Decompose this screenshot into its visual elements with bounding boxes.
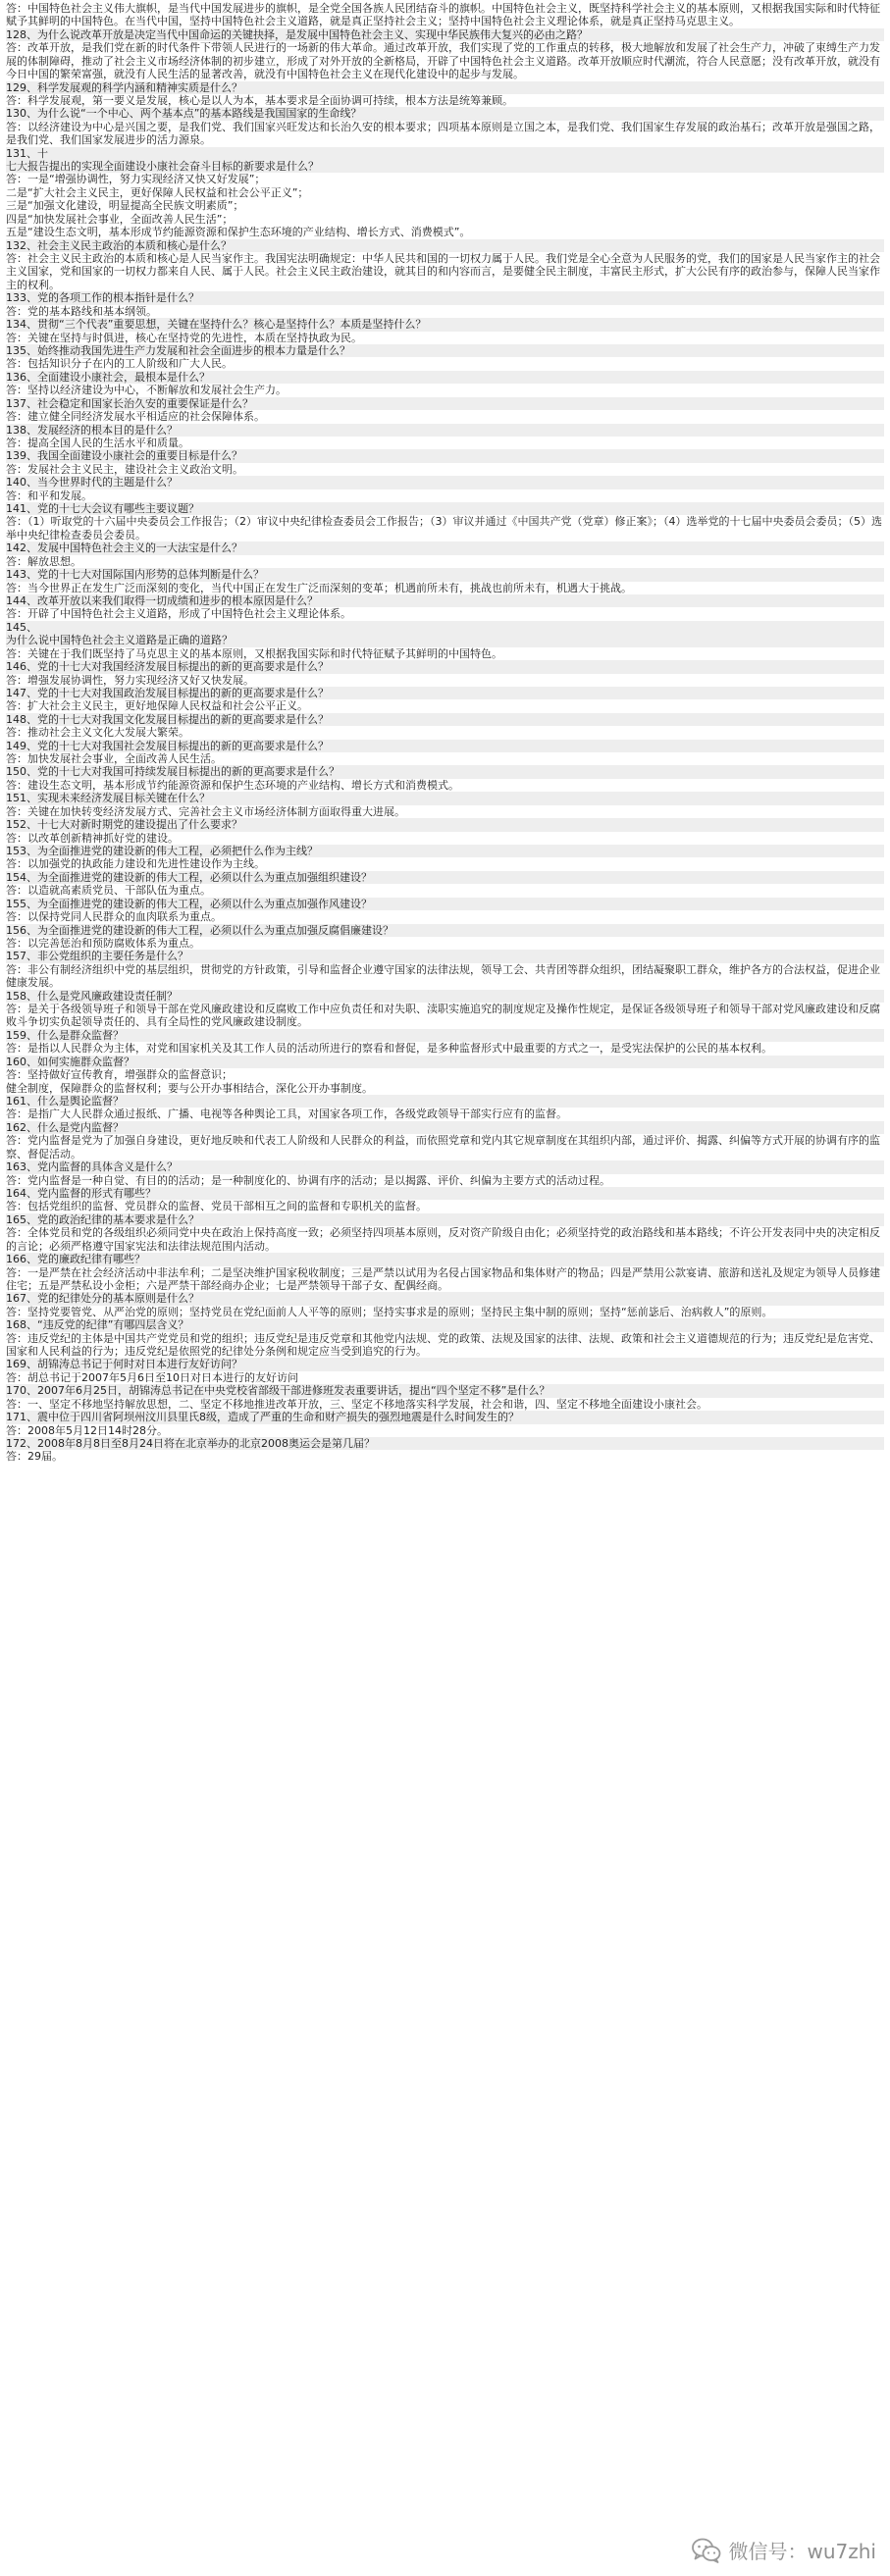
answer-line: 健全制度，保障群众的监督权利；要与公开办事相结合，深化公开办事制度。 [6, 1081, 373, 1095]
watermark [692, 2536, 877, 2564]
answer-line: 答：党的基本路线和基本纲领。 [6, 304, 157, 318]
question-line: 158、什么是党风廉政建设责任制？ [6, 990, 884, 1003]
answer-line: 答：加快发展社会事业，全面改善人民生活。 [6, 752, 222, 766]
answer-line: 答：扩大社会主义民主，更好地保障人民权益和社会公平正义。 [6, 699, 308, 713]
answer-line: 答：关键在于我们既坚持了马克思主义的基本原则，又根据我国实际和时代特征赋予其鲜明的中国特色。 [6, 646, 502, 660]
answer-line: 答：一是严禁在社会经济活动中非法牟利；二是坚决维护国家税收制度；三是严禁以试用为名侵占国家物品和集体财产的物品；四是严禁用公款宴请、旅游和送礼及规定为领导人员修建住宅；五是严禁私设小金柜；六是严禁干部经商办企业；七是严禁领导干部子女、配偶经商。 [6, 1265, 880, 1292]
answer-line: 二是“扩大社会主义民主，更好保障人民权益和社会公平正义”； [6, 185, 309, 199]
question-line: 为什么说中国特色社会主义道路是正确的道路？ [6, 634, 884, 646]
question-line: 150、党的十七大对我国可持续发展目标提出的新的更高要求是什么？ [6, 765, 884, 778]
answer-line: 答：包括知识分子在内的工人阶级和广大人民。 [6, 357, 233, 371]
answer-line: 答：以加强党的执政能力建设和先进性建设作为主线。 [6, 857, 265, 871]
question-line: 163、党内监督的具体含义是什么？ [6, 1160, 884, 1173]
question-line: 153、为全面推进党的建设新的伟大工程，必须把什么作为主线？ [6, 845, 884, 857]
question-line: 132、社会主义民主政治的本质和核心是什么？ [6, 239, 884, 252]
question-line: 139、我国全面建设小康社会的重要目标是什么？ [6, 449, 884, 462]
answer-line: 答：建立健全同经济发展水平相适应的社会保障体系。 [6, 410, 265, 424]
answer-line: 答：一是“增强协调性，努力实现经济又快又好发展”； [6, 173, 266, 186]
question-line: 170、2007年6月25日，胡锦涛总书记在中央党校省部级干部进修班发表重要讲话，提出“四个坚定不移”是什么？ [6, 1384, 884, 1397]
question-line: 151、实现未来经济发展目标关键在什么？ [6, 792, 884, 804]
question-line: 172、2008年8月8日至8月24日将在北京举办的北京2008奥运会是第几届？ [6, 1437, 884, 1450]
question-line: 148、党的十七大对我国文化发展目标提出的新的更高要求是什么？ [6, 713, 884, 726]
answer-line: 答：（1）听取党的十六届中央委员会工作报告；（2）审议中央纪律检查委员会工作报告；（3）审议并通过《中国共产党（党章）修正案》；（4）选举党的十七届中央委员会委员；（5）选举中央纪律检查委员会委员。 [6, 515, 882, 541]
question-line: 134、贯彻“三个代表”重要思想，关键在坚持什么？核心是坚持什么？本质是坚持什么？ [6, 318, 884, 331]
answer-line: 答：关键在坚持与时俱进，核心在坚持党的先进性，本质在坚持执政为民。 [6, 331, 362, 344]
question-line: 171、震中位于四川省阿坝州汶川县里氏8级，造成了严重的生命和财产损失的强烈地震是什么时间发生的？ [6, 1411, 884, 1423]
answer-line: 答：坚持做好宣传教育，增强群众的监督意识； [6, 1068, 233, 1082]
wechat-icon [692, 2538, 721, 2563]
answer-line: 答：建设生态文明，基本形成节约能源资源和保护生态环境的产业结构、增长方式和消费模式。 [6, 778, 459, 792]
answer-line: 答：以改革创新精神抓好党的建设。 [6, 831, 179, 845]
question-line: 168、“违反党的纪律”有哪四层含义？ [6, 1318, 884, 1331]
question-line: 七大报告提出的实现全面建设小康社会奋斗目标的新要求是什么？ [6, 160, 884, 173]
answer-line: 答：当今世界正在发生广泛而深刻的变化，当代中国正在发生广泛而深刻的变革；机遇前所未有，挑战也前所未有，机遇大于挑战。 [6, 581, 632, 594]
answer-line: 答：以造就高素质党员、干部队伍为重点。 [6, 884, 211, 898]
answer-line: 答：是指以人民群众为主体，对党和国家机关及其工作人员的活动所进行的察看和督促，是多种监督形式中最重要的方式之一，是受宪法保护的公民的基本权利。 [6, 1042, 772, 1056]
answer-line: 答：以经济建设为中心是兴国之要，是我们党、我们国家兴旺发达和长治久安的根本要求；四项基本原则是立国之本，是我们党、我们国家生存发展的政治基石；改革开放是强国之路，是我们党、我们国家发展进步的活力源泉。 [6, 120, 880, 147]
answer-line: 答：2008年5月12日14时28分。 [6, 1423, 168, 1437]
question-line: 137、社会稳定和国家长治久安的重要保证是什么？ [6, 397, 884, 410]
question-line: 144、改革开放以来我们取得一切成绩和进步的根本原因是什么？ [6, 594, 884, 607]
question-line: 142、发展中国特色社会主义的一大法宝是什么？ [6, 541, 884, 554]
answer-line: 答：非公有制经济组织中党的基层组织，贯彻党的方针政策，引导和监督企业遵守国家的法律法规，领导工会、共青团等群众组织，团结凝聚职工群众，维护各方的合法权益，促进企业健康发展。 [6, 962, 880, 990]
question-line: 130、为什么说“一个中心、两个基本点”的基本路线是我国国家的生命线？ [6, 107, 884, 120]
answer-line: 答：改革开放，是我们党在新的时代条件下带领人民进行的一场新的伟大革命。通过改革开放，我们实现了党的工作重点的转移，极大地解放和发展了社会生产力，冲破了束缚生产力发展的体制障碍，推动了社会主义市场经济体制的初步建立，形成了对外开放的全新格局，开辟了中国特色社会主义道路。改革开放顺应时代潮流，符合人民意愿；没有改革开放，就没有今日中国的繁荣富强，就没有人民生活的显著改善，就没有中国特色社会主义在现代化建设中的起步与发展。 [6, 41, 880, 81]
question-line: 159、什么是群众监督？ [6, 1029, 884, 1042]
question-line: 129、科学发展观的科学内涵和精神实质是什么？ [6, 81, 884, 94]
answer-line: 答：关键在加快转变经济发展方式、完善社会主义市场经济体制方面取得重大进展。 [6, 804, 405, 818]
question-line: 160、如何实施群众监督？ [6, 1056, 884, 1068]
question-line: 128、为什么说改革开放是决定当代中国命运的关键抉择，是发展中国特色社会主义、实现中华民族伟大复兴的必由之路？ [6, 28, 884, 41]
answer-line: 三是“加强文化建设，明显提高全民族文明素质”； [6, 199, 244, 213]
question-line: 143、党的十七大对国际国内形势的总体判断是什么？ [6, 568, 884, 581]
answer-line: 五是“建设生态文明，基本形成节约能源资源和保护生态环境的产业结构、增长方式、消费模式”。 [6, 226, 471, 239]
answer-line: 答：党内监督是一种自觉、有目的的活动；是一种制度化的、协调有序的活动；是以揭露、评价、纠偏为主要方式的活动过程。 [6, 1173, 610, 1187]
question-line: 147、党的十七大对我国政治发展目标提出的新的更高要求是什么？ [6, 687, 884, 699]
answer-line: 答：包括党组织的监督、党员群众的监督、党员干部相互之间的监督和专职机关的监督。 [6, 1200, 427, 1213]
answer-line: 答：和平和发展。 [6, 489, 92, 502]
answer-line: 答：社会主义民主政治的本质和核心是人民当家作主。我国宪法明确规定：中华人民共和国的一切权力属于人民。我们党是全心全意为人民服务的党，我们的国家是人民当家作主的社会主义国家，党和国家的一切权力都来自人民、属于人民。社会主义民主政治建设，就其目的和内容而言，是要健全民主制度，丰富民主形式，扩大公民有序的政治参与，保障人民当家作主的权利。 [6, 252, 880, 291]
question-line: 167、党的纪律处分的基本原则是什么？ [6, 1292, 884, 1305]
watermark-text: 微信号：wu7zhi [728, 2540, 876, 2563]
answer-line: 答：以完善惩治和预防腐败体系为重点。 [6, 936, 200, 950]
question-line: 149、党的十七大对我国社会发展目标提出的新的更高要求是什么？ [6, 740, 884, 752]
answer-line: 答：胡总书记于2007年5月6日至10日对日本进行的友好访问 [6, 1370, 298, 1384]
answer-line: 四是“加快发展社会事业，全面改善人民生活”； [6, 212, 234, 226]
question-line: 135、始终推动我国先进生产力发展和社会全面进步的根本力量是什么？ [6, 344, 884, 357]
answer-line: 答：推动社会主义文化大发展大繁荣。 [6, 726, 189, 740]
question-line: 164、党内监督的形式有哪些？ [6, 1187, 884, 1200]
question-line: 133、党的各项工作的根本指针是什么？ [6, 291, 884, 304]
question-line: 166、党的廉政纪律有哪些？ [6, 1253, 884, 1265]
question-line: 157、非公党组织的主要任务是什么？ [6, 950, 884, 962]
answer-line: 答：中国特色社会主义伟大旗帜，是当代中国发展进步的旗帜，是全党全国各族人民团结奋斗的旗帜。中国特色社会主义，既坚持科学社会主义的基本原则，又根据我国实际和时代特征赋予其鲜明的中国特色。在当代中国，坚持中国特色社会主义道路，就是真正坚持社会主义；坚持中国特色社会主义理论体系，就是真正坚持马克思主义。 [6, 2, 880, 28]
question-line: 140、当今世界时代的主题是什么？ [6, 476, 884, 489]
question-line: 136、全面建设小康社会，最根本是什么？ [6, 371, 884, 384]
answer-line: 答：提高全国人民的生活水平和质量。 [6, 436, 189, 449]
answer-line: 答：科学发展观，第一要义是发展，核心是以人为本，基本要求是全面协调可持续，根本方法是统筹兼顾。 [6, 93, 513, 107]
answer-line: 答：坚持党要管党、从严治党的原则；坚持党员在党纪面前人人平等的原则；坚持实事求是的原则；坚持民主集中制的原则；坚持“惩前毖后、治病救人”的原则。 [6, 1305, 773, 1318]
answer-line: 答：增强发展协调性，努力实现经济又好又快发展。 [6, 673, 254, 687]
question-line: 154、为全面推进党的建设新的伟大工程，必须以什么为重点加强组织建设？ [6, 871, 884, 884]
question-line: 162、什么是党内监督？ [6, 1121, 884, 1134]
question-line: 141、党的十七大会议有哪些主要议题？ [6, 502, 884, 515]
question-line: 156、为全面推进党的建设新的伟大工程，必须以什么为重点加强反腐倡廉建设？ [6, 924, 884, 937]
answer-line: 答：党内监督是党为了加强自身建设，更好地反映和代表工人阶级和人民群众的利益，而依照党章和党内其它规章制度在其组织内部，通过评价、揭露、纠偏等方式开展的协调有序的监察、督促活动。 [6, 1134, 880, 1160]
question-line: 155、为全面推进党的建设新的伟大工程，必须以什么为重点加强作风建设？ [6, 898, 884, 910]
answer-line: 答：以保持党同人民群众的血肉联系为重点。 [6, 910, 222, 924]
answer-line: 答：坚持以经济建设为中心，不断解放和发展社会生产力。 [6, 384, 287, 397]
question-line: 131、十 [6, 147, 884, 160]
answer-line: 答：开辟了中国特色社会主义道路，形成了中国特色社会主义理论体系。 [6, 607, 351, 621]
question-line: 152、十七大对新时期党的建设提出了什么要求？ [6, 818, 884, 831]
answer-line: 答：违反党纪的主体是中国共产党党员和党的组织；违反党纪是违反党章和其他党内法规、党的政策、法规及国家的法律、法规、政策和社会主义道德规范的行为；违反党纪是危害党、国家和人民利益的行为；违反党纪是依照党的纪律处分条例和规定应当受到追究的行为。 [6, 1331, 880, 1359]
answer-line: 答：29届。 [6, 1450, 63, 1464]
question-line: 169、胡锦涛总书记于何时对日本进行友好访问？ [6, 1358, 884, 1370]
question-line: 165、党的政治纪律的基本要求是什么？ [6, 1213, 884, 1226]
answer-line: 答：发展社会主义民主，建设社会主义政治文明。 [6, 462, 243, 476]
question-line: 138、发展经济的根本目的是什么？ [6, 424, 884, 437]
answer-line: 答：解放思想。 [6, 554, 81, 568]
question-line: 161、什么是舆论监督？ [6, 1095, 884, 1108]
answer-line: 答：全体党员和党的各级组织必须同党中央在政治上保持高度一致；必须坚持四项基本原则，反对资产阶级自由化；必须坚持党的政治路线和基本路线；不许公开发表同中央的决定相反的言论；必须严格遵守国家宪法和法律法规范围内活动。 [6, 1226, 880, 1253]
answer-line: 答：是指广大人民群众通过报纸、广播、电视等各种舆论工具，对国家各项工作，各级党政领导干部实行应有的监督。 [6, 1108, 567, 1121]
question-line: 145、 [6, 621, 884, 634]
question-line: 146、党的十七大对我国经济发展目标提出的新的更高要求是什么？ [6, 660, 884, 673]
answer-line: 答：是关于各级领导班子和领导干部在党风廉政建设和反腐败工作中应负责任和对失职、渎职实施追究的制度规定及操作性规定，是保证各级领导班子和领导干部对党风廉政建设和反腐败斗争切实负起领导责任的、具有全局性的党风廉政建设制度。 [6, 1003, 880, 1029]
answer-line: 答：一、坚定不移地坚持解放思想，二、坚定不移地推进改革开放，三、坚定不移地落实科学发展，社会和谐，四、坚定不移地全面建设小康社会。 [6, 1397, 707, 1411]
